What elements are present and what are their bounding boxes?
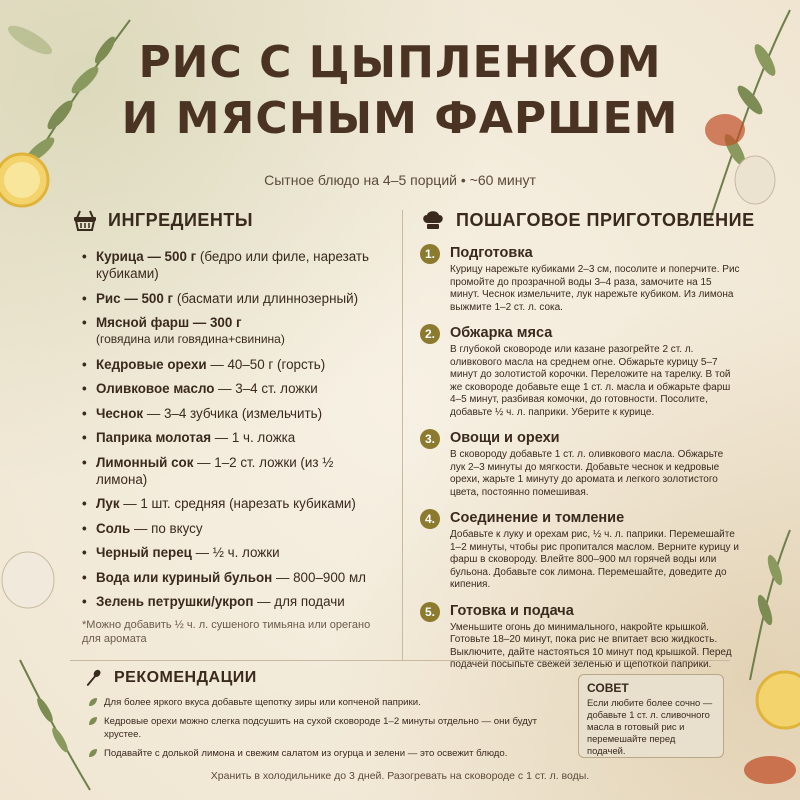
step-item [420,509,740,592]
ingredients-note: *Можно добавить ½ ч. л. сушеного тимьяна или орегано для аромата [82,618,371,645]
step-item [420,244,740,314]
leaf-bullet-icon [88,697,98,707]
step-text: Курицу нарежьте кубиками 2–3 см, посолите и поперчите. Рис промойте до прозрачной воды 3–4 раза, замочите на 15 минут. Чеснок измельчите, лук нарежьте кубиком. Из лимона выжмите 1–2 ст. л. сока. [450,264,740,313]
leaf-bullet-icon [88,716,98,726]
ingredient-item: • Кедровые орехи — 40–50 г (горсть) [82,356,382,373]
step-text: В сковороду добавьте 1 ст. л. оливкового масла. Обжарьте лук 2–3 минуты до мягкости. Добавьте чеснок и кедровые орехи, жарьте 1 минуту до аромата и легкого золотистого цвета, постоянно помешивая. [450,449,724,498]
steps-list [420,244,740,682]
recommendation-item: Кедровые орехи можно слегка подсушить на сухой сковороде 1–2 минуты отдельно — они будут хрустее. [88,715,558,741]
recommendation-item: Подавайте с долькой лимона и свежим салатом из огурца и зелени — это освежит блюдо. [88,747,558,760]
step-text: Добавьте к луку и орехам рис, ½ ч. л. паприки. Перемешайте 1–2 минуты, чтобы рис пропитался маслом. Верните курицу и фарш в сковороду. Влейте 800–900 мл горячей воды или бульона. Добавьте сок лимона. Перемешайте, доведите до кипения. [450,529,739,590]
step-title: Соединение и томление [450,510,625,526]
column-divider [402,210,403,660]
storage-footer: Хранить в холодильнике до 3 дней. Разогревать на сковороде с 1 ст. л. воды. [210,770,590,782]
ingredient-item: • Паприка молотая — 1 ч. ложка [82,429,382,446]
ingredient-item: • Мясной фарш — 300 г (говядина или говядина+свинина) [82,314,382,348]
step-number: 5. [420,602,440,622]
ingredients-list [82,248,382,646]
step-title: Подготовка [450,245,533,261]
recommendations-heading: РЕКОМЕНДАЦИИ [114,669,257,686]
ingredients-heading-row [72,207,253,233]
tip-title: СОВЕТ [587,681,629,695]
tip-box [578,674,724,758]
step-text: Уменьшите огонь до минимального, накройте крышкой. Готовьте 18–20 минут, пока рис не впитает всю жидкость. Выключите, дайте настояться 10 минут под крышкой. Перед подачей посыпьте свежей зеленью и щепоткой паприки. [450,621,732,670]
step-number: 3. [420,429,440,449]
ingredient-item: • Чеснок — 3–4 зубчика (измельчить) [82,405,382,422]
basket-icon [72,207,98,233]
ingredient-item: • Черный перец — ½ ч. ложки [82,544,382,561]
step-number: 4. [420,509,440,529]
step-number: 2. [420,324,440,344]
spoon-icon [84,668,104,688]
ingredients-heading: ИНГРЕДИЕНТЫ [108,209,254,230]
ingredient-item: • Курица — 500 г (бедро или филе, нарезать кубиками) [82,248,382,282]
tip-text: Если любите более сочно — добавьте 1 ст. л. сливочного масла в готовый рис и перемешайте перед подачей. [587,697,713,756]
step-text: В глубокой сковороде или казане разогрейте 2 ст. л. оливкового масла на среднем огне. Обжарьте курицу 5–7 минут до золотистой корочки. Переложите на тарелку. В той же сковороде добавьте еще 1 ст. л. масла и обжарьте фарш 4–5 минут, разбивая комочки, до готовности. Посолите, добавьте ½ ч. л. паприки. Уберите к курице. [450,344,731,418]
chef-hat-icon [420,207,446,233]
recommendation-item: Для более яркого вкуса добавьте щепотку зиры или копченой паприки. [88,696,558,709]
step-item [420,429,740,499]
ingredient-item: • Соль — по вкусу [82,520,382,537]
step-item [420,324,740,419]
ingredient-item: • Лук — 1 шт. средняя (нарезать кубиками) [82,495,382,512]
page-title-line2: И МЯСНЫМ ФАРШЕМ [121,93,679,144]
step-title: Обжарка мяса [450,325,553,341]
ingredient-item: • Зелень петрушки/укроп — для подачи [82,593,382,610]
step-title: Готовка и подача [450,602,574,619]
ingredient-item: • Вода или куриный бульон — 800–900 мл [82,569,382,586]
step-title: Овощи и орехи [450,430,560,446]
ingredient-item: • Лимонный сок — 1–2 ст. ложки (из ½ лимона) [82,454,382,488]
leaf-bullet-icon [88,748,98,758]
ingredient-item: • Рис — 500 г (басмати или длиннозерный) [82,290,382,307]
steps-heading-row [420,207,755,233]
page-title-line1: РИС С ЦЫПЛЕНКОМ [138,37,662,88]
steps-heading: ПОШАГОВОЕ ПРИГОТОВЛЕНИЕ [456,209,755,230]
recommendations-heading-row [84,668,257,688]
ingredient-item: • Оливковое масло — 3–4 ст. ложки [82,380,382,397]
step-number: 1. [420,244,440,264]
subtitle: Сытное блюдо на 4–5 порций • ~60 минут [264,172,536,188]
recommendations-list [88,696,558,766]
